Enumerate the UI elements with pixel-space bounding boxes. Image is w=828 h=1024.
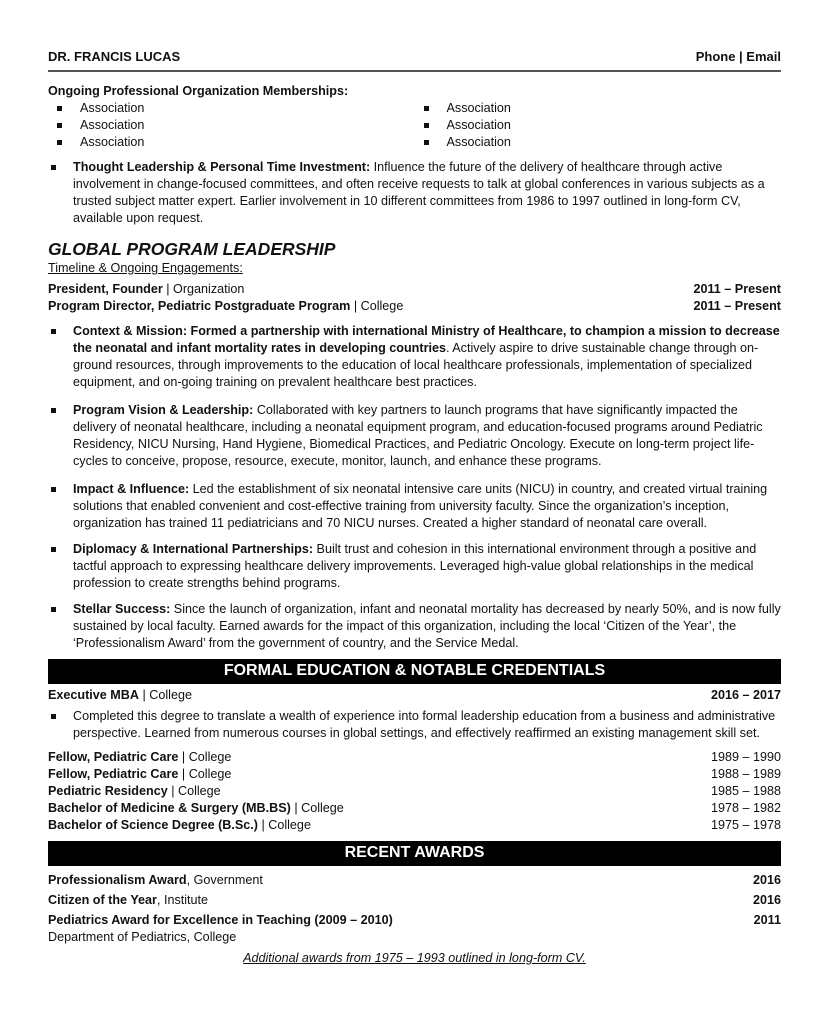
bullet-label: Program Vision & Leadership: bbox=[73, 403, 254, 417]
award-year: 2016 bbox=[752, 893, 781, 907]
awards-list bbox=[48, 872, 781, 946]
role-org: | College bbox=[350, 299, 404, 313]
bullet-text: Built trust and cohesion in this international environment through a positive and tactful approach to expressing healthcare delivery improvements. Leveraged high-value global relationships in the medical profession to create strengths behind programs. bbox=[73, 542, 757, 590]
credential-row bbox=[48, 766, 781, 783]
credential-dates: 1978 – 1982 bbox=[710, 801, 781, 815]
membership-item: Association bbox=[48, 100, 415, 117]
role-row bbox=[48, 281, 781, 298]
bullet-text: Collaborated with key partners to launch programs that have significantly impacted the delivery of neonatal healthcare, including a neonatal equipment program, and education-focused programs around Pediatric Residency, NICU Nursing, Hand Hygiene, Biomedical Practices, and Pediatric Oncology. Execute on long-term project life-cycles to conceive, propose, resource, execute, monitor, launch, and enhance these programs. bbox=[73, 403, 763, 468]
bullet-text: Completed this degree to translate a wealth of experience into formal leadership education from a business and administrative perspective. Learned from numerous courses in global settings, and effectively reaffirmed an existing management skill set. bbox=[73, 709, 776, 740]
bullet-label: Impact & Influence: bbox=[73, 482, 190, 496]
role-org: | Organization bbox=[162, 282, 245, 296]
bullet-label: Context & Mission: Formed a partnership with international Ministry of Healthcare, to champion a mission to decrease the neonatal and infant mortality rates in developing countries bbox=[73, 324, 780, 355]
credential-row bbox=[48, 749, 781, 766]
credential-org: | College bbox=[290, 801, 344, 815]
credential-org: | College bbox=[178, 767, 232, 781]
membership-item: Association bbox=[415, 134, 782, 151]
memberships-list bbox=[48, 100, 781, 151]
award-row bbox=[48, 892, 781, 909]
awards-footnote: Additional awards from 1975 – 1993 outlined in long-form CV. bbox=[243, 951, 586, 965]
award-row bbox=[48, 872, 781, 889]
thought-leadership-bullet bbox=[48, 159, 781, 227]
resume-header bbox=[48, 48, 781, 72]
credential-dates: 1975 – 1978 bbox=[710, 818, 781, 832]
credential-org: | College bbox=[178, 750, 232, 764]
contact-info: Phone | Email bbox=[695, 49, 781, 64]
membership-item: Association bbox=[48, 117, 415, 134]
bullet-text: Influence the future of the delivery of healthcare through active involvement in change-focused committees, and often receive requests to talk at global conferences in various subjects as a trusted subject matter expert. Earlier involvement in 10 different committees from 1986 to 1997 outlined in long-form CV, available upon request. bbox=[73, 160, 765, 225]
credential-title: Fellow, Pediatric Care bbox=[48, 750, 179, 764]
global-bullet bbox=[48, 601, 781, 652]
role-dates: 2011 – Present bbox=[693, 299, 781, 313]
membership-item: Association bbox=[415, 100, 782, 117]
credential-dates: 1985 – 1988 bbox=[710, 784, 781, 798]
award-department: Department of Pediatrics, College bbox=[48, 930, 237, 944]
bullet-label: Stellar Success: bbox=[73, 602, 171, 616]
credential-row bbox=[48, 800, 781, 817]
resume-content bbox=[48, 83, 781, 967]
global-bullet bbox=[48, 323, 781, 391]
membership-item: Association bbox=[415, 117, 782, 134]
credential-row bbox=[48, 783, 781, 800]
degree-org: | College bbox=[139, 688, 192, 702]
credential-row bbox=[48, 817, 781, 834]
credential-org: | College bbox=[167, 784, 221, 798]
credential-title: Pediatric Residency bbox=[48, 784, 168, 798]
education-row bbox=[48, 687, 781, 704]
global-section-title: GLOBAL PROGRAM LEADERSHIP bbox=[48, 239, 336, 259]
bullet-label: Thought Leadership & Personal Time Investment: bbox=[73, 160, 371, 174]
global-bullet bbox=[48, 481, 781, 532]
award-year: 2016 bbox=[752, 873, 781, 887]
memberships-right-column bbox=[415, 100, 782, 151]
degree-dates: 2016 – 2017 bbox=[710, 688, 781, 702]
role-dates: 2011 – Present bbox=[693, 282, 781, 296]
role-row bbox=[48, 298, 781, 315]
global-bullet bbox=[48, 541, 781, 592]
award-org: , Government bbox=[186, 873, 263, 887]
award-org: , Institute bbox=[156, 893, 209, 907]
role-title: President, Founder bbox=[48, 282, 163, 296]
bullet-text: Led the establishment of six neonatal intensive care units (NICU) in country, and created virtual training solutions that enabled convenient and cost-effective training from university faculty. Since the organization’s inception, organization has trained 11 pediatricians and 70 NICU nurses. Created a higher standard of neonatal care overall. bbox=[73, 482, 768, 530]
global-bullet bbox=[48, 402, 781, 470]
credential-dates: 1988 – 1989 bbox=[710, 767, 781, 781]
award-year: 2011 bbox=[753, 913, 781, 927]
degree-title: Executive MBA bbox=[48, 688, 139, 702]
credential-org: | College bbox=[257, 818, 311, 832]
awards-section-bar: RECENT AWARDS bbox=[48, 841, 781, 866]
memberships-heading: Ongoing Professional Organization Memberships: bbox=[48, 84, 349, 98]
bullet-text: . Actively aspire to drive sustainable change through on-ground resources, through improvements to the education of local healthcare professionals, implementation of specialized equipment, and on-going training on prevalent healthcare best practices. bbox=[73, 341, 759, 389]
candidate-name: DR. FRANCIS LUCAS bbox=[48, 49, 181, 64]
award-title: Citizen of the Year bbox=[48, 893, 157, 907]
role-title: Program Director, Pediatric Postgraduate Program bbox=[48, 299, 351, 313]
mba-bullet bbox=[48, 708, 781, 742]
award-title: Professionalism Award bbox=[48, 873, 187, 887]
credential-title: Bachelor of Medicine & Surgery (MB.BS) bbox=[48, 801, 291, 815]
bullet-text: Since the launch of organization, infant and neonatal mortality has decreased by nearly 50%, and is now fully sustained by local faculty. Earned awards for the impact of this organization, including the local ‘Citizen of the Year’, the ‘Professionalism Award’ from the government of country, and the Service Medal. bbox=[73, 602, 781, 650]
education-section-bar: FORMAL EDUCATION & NOTABLE CREDENTIALS bbox=[48, 659, 781, 684]
bullet-label: Diplomacy & International Partnerships: bbox=[73, 542, 314, 556]
membership-item: Association bbox=[48, 134, 415, 151]
credential-title: Bachelor of Science Degree (B.Sc.) bbox=[48, 818, 258, 832]
credentials-list bbox=[48, 749, 781, 834]
award-title: Pediatrics Award for Excellence in Teaching (2009 – 2010) bbox=[48, 913, 393, 927]
award-row bbox=[48, 912, 781, 929]
memberships-left-column bbox=[48, 100, 415, 151]
credential-title: Fellow, Pediatric Care bbox=[48, 767, 179, 781]
credential-dates: 1989 – 1990 bbox=[710, 750, 781, 764]
timeline-label: Timeline & Ongoing Engagements: bbox=[48, 261, 243, 275]
